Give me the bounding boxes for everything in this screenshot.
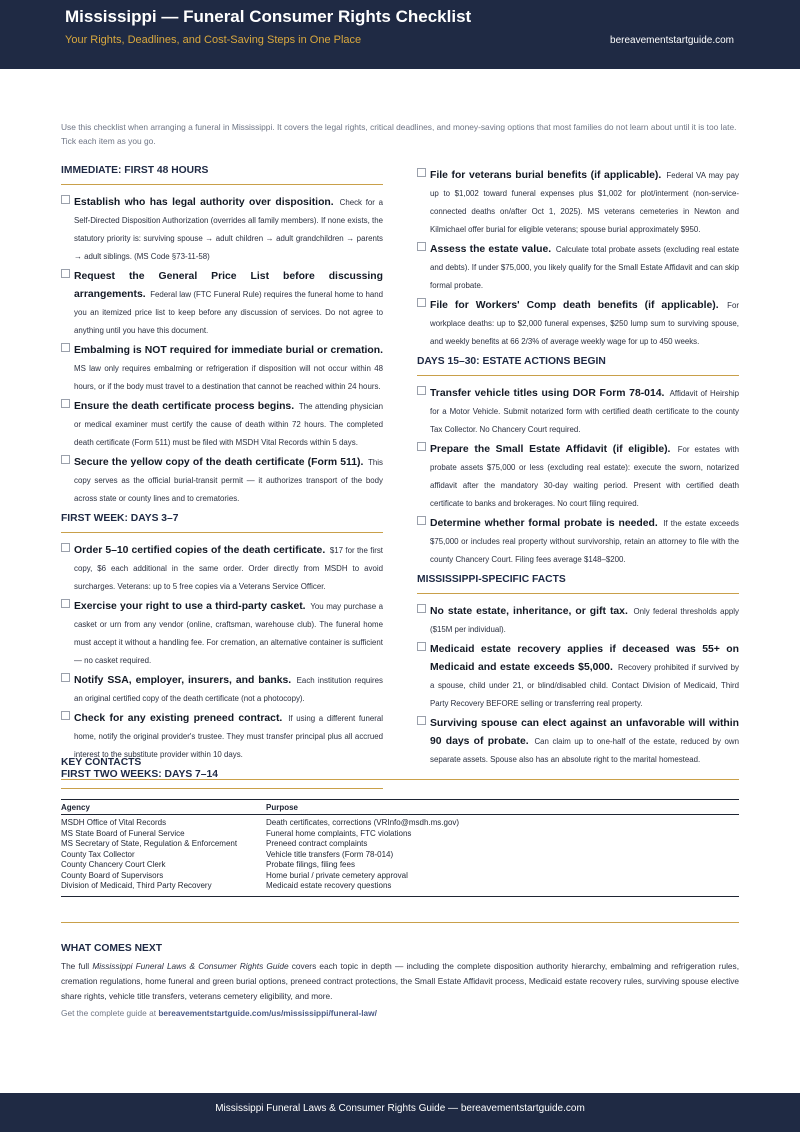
- checklist-item: [417, 239, 739, 293]
- contacts-table: [61, 799, 739, 897]
- checklist-item-text: $17 for the first copy, $6 each additional in the same order. Order directly from MSDH to avoid surcharges. Veterans: up to 5 free copies via a Veterans Service Officer.: [74, 546, 383, 591]
- checklist-item-text: Calculate total probate assets (excluding real estate and debts). If under $75,000, you likely qualify for the Small Estate Affidavit and can skip formal probate.: [430, 245, 740, 290]
- checklist-item-label: Exercise your right to use a third-party casket.: [74, 601, 306, 612]
- checklist-item-text: For workplace deaths: up to $2,000 funeral expenses, $250 lump sum to surviving spouse, and weekly benefits at 66 2/3% of average weekly wage for up to 450 weeks.: [430, 301, 739, 346]
- checklist-estate: [417, 383, 739, 567]
- checklist-item: [61, 708, 383, 762]
- purpose-cell: Preneed contract complaints: [266, 839, 368, 848]
- section-heading-first-week: FIRST WEEK: DAYS 3–7: [61, 513, 383, 533]
- checklist-item-text: You may purchase a casket or urn from any vendor (online, craftsman, warehouse club). The funeral home must accept it without a handling fee. For cremation, an alternative container is sufficient — no casket required.: [74, 602, 383, 665]
- checklist-item: [417, 165, 739, 237]
- purpose-cell: Probate filings, filing fees: [266, 860, 355, 869]
- table-row: [61, 881, 739, 892]
- checklist-item: [61, 596, 383, 668]
- checklist-item: [61, 540, 383, 594]
- column-header-purpose: Purpose: [266, 803, 299, 812]
- contacts-table-body: [61, 815, 739, 897]
- checklist-item-label: Prepare the Small Estate Affidavit (if eligible).: [430, 444, 671, 455]
- checklist-facts: [417, 601, 739, 767]
- checklist-item: [61, 452, 383, 506]
- checklist-item: [61, 670, 383, 706]
- checkbox[interactable]: [417, 642, 426, 651]
- key-contacts: [61, 757, 739, 923]
- checklist-item-text: Each institution requires an original certified copy of the death certificate (not a photocopy).: [74, 676, 383, 703]
- agency-cell: MS Secretary of State, Regulation & Enforcement: [61, 839, 238, 848]
- checklist-item-label: File for Workers' Comp death benefits (if applicable).: [430, 300, 719, 311]
- checklist-item-label: Establish who has legal authority over disposition.: [74, 197, 334, 208]
- checklist-item: [417, 439, 739, 511]
- checkbox[interactable]: [417, 242, 426, 251]
- checklist-item-text: Only federal thresholds apply ($15M per individual).: [430, 607, 740, 634]
- section-heading-facts: MISSISSIPPI-SPECIFIC FACTS: [417, 574, 739, 594]
- checkbox[interactable]: [61, 195, 70, 204]
- table-row: [61, 871, 739, 882]
- checkbox[interactable]: [417, 716, 426, 725]
- contacts-table-header: [61, 800, 739, 815]
- site-name: bereavementstartguide.com: [610, 35, 734, 46]
- checklist-item-label: Secure the yellow copy of the death certificate (Form 511).: [74, 457, 364, 468]
- section-heading-two-weeks: FIRST TWO WEEKS: DAYS 7–14: [61, 769, 383, 789]
- table-row: [61, 860, 739, 871]
- checkbox[interactable]: [61, 269, 70, 278]
- purpose-cell: Home burial / private cemetery approval: [266, 870, 408, 880]
- key-contacts-heading: KEY CONTACTS: [61, 757, 739, 780]
- page-title: Mississippi — Funeral Consumer Rights Checklist: [65, 7, 472, 26]
- checklist-item-text: Recovery prohibited if survived by a spouse, child under 21, or blind/disabled child. Contact Division of Medicaid, Third Party Recovery BEFORE selling or transferring real property.: [430, 663, 739, 708]
- agency-cell: MSDH Office of Vital Records: [61, 818, 167, 827]
- table-row: [61, 829, 739, 840]
- checkbox[interactable]: [417, 168, 426, 177]
- page-footer: Mississippi Funeral Laws & Consumer Rights Guide — bereavementstartguide.com: [0, 1093, 800, 1132]
- checkbox[interactable]: [417, 604, 426, 613]
- guide-title: Mississippi Funeral Laws & Consumer Rights Guide: [92, 961, 289, 971]
- divider: [61, 922, 739, 923]
- checklist-item-label: Check for any existing preneed contract.: [74, 713, 283, 724]
- purpose-cell: Medicaid estate recovery questions: [266, 881, 392, 890]
- checkbox[interactable]: [61, 543, 70, 552]
- checklist-item-label: Ensure the death certificate process begins.: [74, 401, 295, 412]
- purpose-cell: Death certificates, corrections (VRInfo@msdh.ms.gov): [266, 818, 460, 827]
- checklist-item: [61, 266, 383, 338]
- checklist-item-label: Surviving spouse can elect against an unfavorable will within 90 days of probate.: [430, 718, 739, 747]
- intro-text: Use this checklist when arranging a funeral in Mississippi. It covers the legal rights, critical deadlines, and money-saving options that most families do not learn about until it is too late. Tick each item as you go.: [61, 122, 737, 146]
- left-column: [61, 165, 383, 796]
- checklist-item-text: The attending physician or medical examiner must certify the cause of death within 72 hours. The completed death certificate (Form 511) must be filed with MSDH Vital Records within 5 days.: [74, 402, 383, 447]
- checkbox[interactable]: [61, 455, 70, 464]
- agency-cell: County Board of Supervisors: [61, 870, 164, 880]
- checkbox[interactable]: [61, 711, 70, 720]
- checklist-item-text: Can claim up to one-half of the estate, reduced by own separate assets. Spouse also has an absolute right to the marital homestead.: [430, 737, 739, 764]
- checklist-item-text: Check for a Self-Directed Disposition Authorization (overrides all family members). If none exists, the statutory priority is: surviving spouse → adult children → adult grandchildren → parents → adult siblings. (MS Code §73-11-58): [74, 198, 383, 261]
- checklist-item-label: Notify SSA, employer, insurers, and banks.: [74, 675, 292, 686]
- checklist-item-label: No state estate, inheritance, or gift tax.: [430, 606, 628, 617]
- guide-link[interactable]: bereavementstartguide.com/us/mississippi/funeral-law/: [158, 1008, 377, 1018]
- purpose-cell: Funeral home complaints, FTC violations: [266, 828, 412, 838]
- purpose-cell: Vehicle title transfers (Form 78-014): [266, 849, 394, 859]
- section-heading-estate: DAYS 15–30: ESTATE ACTIONS BEGIN: [417, 356, 739, 376]
- table-row: [61, 850, 739, 861]
- checkbox[interactable]: [61, 343, 70, 352]
- checkbox[interactable]: [61, 599, 70, 608]
- agency-cell: County Chancery Court Clerk: [61, 860, 166, 869]
- agency-cell: MS State Board of Funeral Service: [61, 828, 185, 838]
- checklist-item: [417, 639, 739, 711]
- checklist-item: [417, 383, 739, 437]
- page-subtitle: Your Rights, Deadlines, and Cost-Saving Steps in One Place: [65, 34, 362, 46]
- checklist-item-text: For estates with probate assets $75,000 or less (excluding real estate): execute the sworn, notarized affidavit after the mandatory 30-day waiting period. Present with certified death certificate to banks and brokerages. No court filing required.: [430, 445, 739, 508]
- checklist-item-label: Determine whether formal probate is needed.: [430, 518, 658, 529]
- guide-link-line: Get the complete guide at bereavementstartguide.com/us/mississippi/funeral-law/: [61, 1008, 377, 1018]
- checklist-item: [417, 513, 739, 567]
- checklist-item: [61, 340, 383, 394]
- checklist-item: [61, 396, 383, 450]
- column-header-agency: Agency: [61, 803, 90, 812]
- page-header: [0, 0, 800, 69]
- checklist-item-text: Affidavit of Heirship for a Motor Vehicle. Submit notarized form with certified death certificate to the county Tax Collector. No Chancery Court required.: [430, 389, 740, 434]
- what-comes-next: [61, 943, 739, 1018]
- checklist-item-text: If using a different funeral home, notify the original provider's trustee. They must transfer principal plus all accrued interest to the substitute provider within 10 days.: [74, 714, 383, 759]
- table-row: [61, 839, 739, 850]
- checklist-item-text: If the estate exceeds $75,000 or includes real property without survivorship, retain an attorney to file with the county Chancery Court. Filing fees average $148–$200.: [430, 519, 739, 564]
- checkbox[interactable]: [417, 386, 426, 395]
- checklist-item: [417, 295, 739, 349]
- checklist-first-week: [61, 540, 383, 762]
- section-heading-immediate: IMMEDIATE: FIRST 48 HOURS: [61, 165, 383, 185]
- checklist-two-weeks: [417, 165, 739, 349]
- checkbox[interactable]: [417, 298, 426, 307]
- checklist-item-label: Request the General Price List before discussing arrangements.: [74, 271, 383, 300]
- what-comes-next-heading: WHAT COMES NEXT: [61, 943, 163, 954]
- checklist-item-label: Embalming is NOT required for immediate burial or cremation.: [74, 345, 383, 356]
- checklist-item-label: Transfer vehicle titles using DOR Form 78-014.: [430, 388, 665, 399]
- checklist-item-text: MS law only requires embalming or refrigeration if disposition will not occur within 48 hours, or if the body must travel to a destination that cannot be reached within 24 hours.: [74, 364, 383, 391]
- checklist-item: [417, 601, 739, 637]
- checkbox[interactable]: [61, 673, 70, 682]
- checklist-item-text: Federal law (FTC Funeral Rule) requires the funeral home to hand you an itemized price list to keep before any discussion of services. Do not agree to anything until you have this document.: [74, 290, 383, 335]
- checklist-immediate: [61, 192, 383, 506]
- checkbox[interactable]: [417, 516, 426, 525]
- checklist-item-label: Order 5–10 certified copies of the death certificate.: [74, 545, 326, 556]
- agency-cell: Division of Medicaid, Third Party Recovery: [61, 881, 212, 890]
- checklist-item: [61, 192, 383, 264]
- checklist-item-label: Medicaid estate recovery applies if deceased was 55+ on Medicaid and estate exceeds $5,000.: [430, 644, 739, 673]
- checklist-item-label: File for veterans burial benefits (if applicable).: [430, 170, 662, 181]
- checklist-item-text: Federal VA may pay up to $1,002 toward funeral expenses plus $1,002 for plot/interment (non-service-connected deaths on/after Oct 1, 2025). MS veterans cemeteries in Newton and Kilmichael offer burial for eligible veterans; spouse burial approximately $950.: [430, 171, 740, 234]
- right-column: [417, 165, 739, 769]
- checkbox[interactable]: [417, 442, 426, 451]
- table-row: [61, 818, 739, 829]
- agency-cell: County Tax Collector: [61, 849, 135, 859]
- checklist-item-label: Assess the estate value.: [430, 244, 552, 255]
- checklist-item-text: This copy serves as the official burial-transit permit — it authorizes transport of the body across state or county lines and to crematories.: [74, 458, 383, 503]
- checkbox[interactable]: [61, 399, 70, 408]
- what-comes-next-text: The full Mississippi Funeral Laws & Consumer Rights Guide covers each topic in depth — including the complete disposition authority hierarchy, embalming and refrigeration rules, cremation regulations, home funeral and green burial options, preneed contract protections, the Small Estate Affidavit process, Medicaid estate recovery rules, surviving spouse elective share rights, vehicle title transfers, veterans cemetery eligibility, and more.: [61, 961, 739, 1001]
